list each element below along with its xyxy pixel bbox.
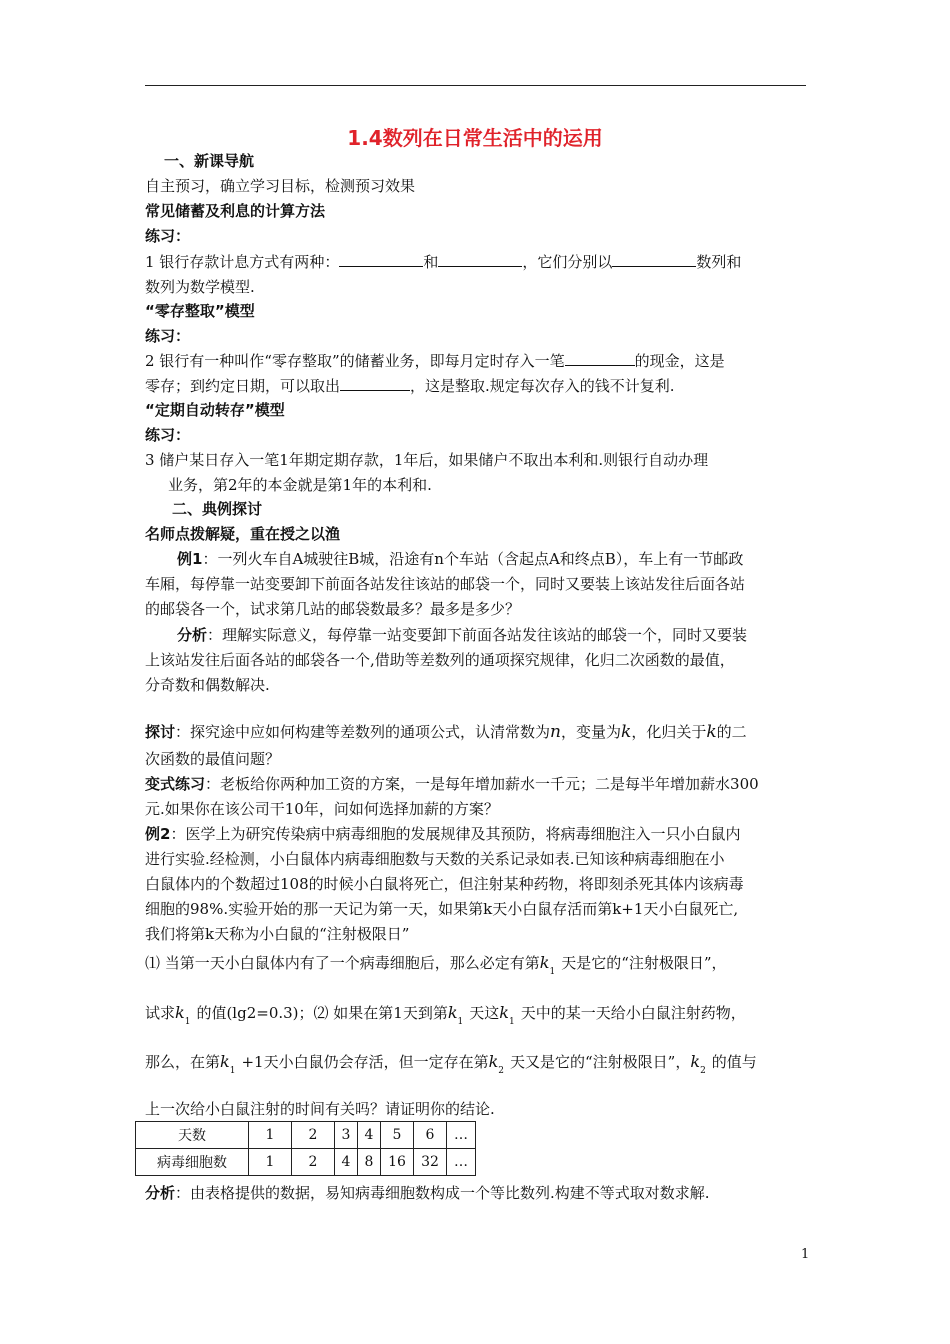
table-row: [136, 1122, 476, 1149]
ex2-line3: 白鼠体内的个数超过108的时候小白鼠将死亡，但注射某种药物，将即刻杀死其体内该病毒: [145, 875, 744, 893]
table-cell: 1: [249, 1122, 292, 1149]
ex2-line4: 细胞的98%.实验开始的那一天记为第一天，如果第k天小白鼠存活而第k+1天小白鼠死亡,: [145, 900, 739, 918]
q3-line1: 3 储户某日存入一笔1年期定期存款，1年后，如果储户不取出本利和.则银行自动办理: [145, 451, 709, 469]
ex2-part2: 试求$k_1$的值(lg2=0.3)；⑵ 如果在第1天到第$k_1$天这$k_1$天中的某一天给小白鼠注射药物，: [145, 1003, 746, 1028]
ex2-line2: 进行实验.经检测，小白鼠体内病毒细胞数与天数的关系记录如表.已知该种病毒细胞在小: [145, 850, 725, 868]
k1-symbol: $k_1$: [447, 1003, 464, 1028]
q1-blank-2[interactable]: [438, 252, 522, 267]
ex2-part4: 上一次给小白鼠注射的时间有关吗？请证明你的结论.: [145, 1100, 495, 1118]
table-cell: …: [447, 1122, 476, 1149]
k2-symbol: $k_2$: [488, 1052, 505, 1077]
ex1-line2: 车厢，每停靠一站变要卸下前面各站发往该站的邮袋一个，同时又要装上该站发往后面各站: [145, 575, 746, 593]
ex1-analysis-line2: 上该站发往后面各站的邮袋各一个,借助等差数列的通项探究规律，化归二次函数的最值，: [145, 651, 735, 669]
ex2-line1: 例2：医学上为研究传染病中病毒细胞的发展规律及其预防，将病毒细胞注入一只小白鼠内: [145, 825, 741, 843]
variant-line1: 变式练习：老板给你两种加工资的方案，一是每年增加薪水一千元；二是每半年增加薪水300: [145, 775, 759, 793]
k1-symbol: $k_1$: [499, 1003, 515, 1028]
ex2-part1: ⑴ 当第一天小白鼠体内有了一个病毒细胞后，那么必定有第$k_1$天是它的“注射极限日”，: [145, 953, 727, 978]
k1-symbol: $k_1$: [220, 1052, 236, 1077]
k2-symbol: $k_2$: [690, 1052, 706, 1077]
q1-line2: 数列为数学模型.: [145, 278, 255, 296]
section2-heading: 二、典例探讨: [172, 500, 263, 518]
table-cell: 天数: [136, 1122, 249, 1149]
q3-line2: 业务，第2年的本金就是第1年的本利和.: [168, 476, 432, 494]
practice-label-1: 练习：: [145, 227, 191, 245]
ex2-line5: 我们将第k天称为小白鼠的“注射极限日”: [145, 925, 410, 943]
q1-blank-1[interactable]: [339, 252, 423, 267]
final-analysis: 分析：由表格提供的数据，易知病毒细胞数构成一个等比数列.构建不等式取对数求解.: [145, 1184, 710, 1202]
section1-intro: 自主预习，确立学习目标，检测预习效果: [145, 177, 416, 195]
ex1-analysis-line3: 分奇数和偶数解决.: [145, 676, 270, 694]
table-cell: …: [447, 1149, 476, 1176]
section1-heading: 一、新课导航: [164, 152, 255, 170]
section2-sub: 名师点拨解疑，重在授之以渔: [145, 525, 341, 543]
discuss-line2: 次函数的最值问题？: [145, 750, 281, 768]
practice-label-2: 练习：: [145, 327, 191, 345]
table-cell: 1: [249, 1149, 292, 1176]
page-number: 1: [801, 1247, 810, 1262]
q1-blank-3[interactable]: [612, 252, 696, 267]
table-cell: 16: [381, 1149, 414, 1176]
table-cell: 4: [358, 1122, 381, 1149]
model1-heading: “零存整取”模型: [145, 302, 255, 320]
q2-line2: 零存；到约定日期，可以取出 ，这是整取.规定每次存入的钱不计复利.: [145, 377, 675, 395]
q2-line1: 2 银行有一种叫作“零存整取”的储蓄业务，即每月定时存入一笔 的现金，这是: [145, 352, 725, 370]
page-title: 1.4数列在日常生活中的运用: [347, 126, 603, 150]
discuss-line1: 探讨：探究途中应如何构建等差数列的通项公式，认清常数为n，变量为k，化归关于k的二: [145, 722, 747, 742]
table-cell: 4: [335, 1149, 358, 1176]
ex1-analysis-line1: 分析：理解实际意义，每停靠一站变要卸下前面各站发往该站的邮袋一个，同时又要装: [177, 626, 748, 644]
table-cell: 6: [414, 1122, 447, 1149]
header-rule: [145, 85, 806, 86]
table-cell: 病毒细胞数: [136, 1149, 249, 1176]
section1-sub: 常见储蓄及利息的计算方法: [145, 202, 326, 220]
table-row: [136, 1149, 476, 1176]
ex2-part3: 那么，在第$k_1+1$天小白鼠仍会存活，但一定存在第$k_2$天又是它的“注射极限日”，$k_2$的值与: [145, 1052, 757, 1077]
table-cell: 2: [292, 1149, 335, 1176]
q2-blank-1[interactable]: [565, 351, 635, 366]
table-cell: 8: [358, 1149, 381, 1176]
table-cell: 2: [292, 1122, 335, 1149]
table-cell: 5: [381, 1122, 414, 1149]
variant-line2: 元.如果你在该公司干10年，问如何选择加薪的方案？: [145, 800, 499, 818]
virus-table: [135, 1121, 476, 1176]
q2-blank-2[interactable]: [340, 376, 410, 391]
table-cell: 32: [414, 1149, 447, 1176]
k1-symbol: $k_1$: [539, 953, 556, 978]
table-cell: 3: [335, 1122, 358, 1149]
q1-line1: 1 银行存款计息方式有两种： 和 ，它们分别以 数列和: [145, 253, 742, 271]
ex1-line3: 的邮袋各一个，试求第几站的邮袋数最多？最多是多少？: [145, 600, 521, 618]
ex1-line1: 例1：一列火车自A城驶往B城，沿途有n个车站（含起点A和终点B），车上有一节邮政: [177, 550, 744, 568]
practice-label-3: 练习：: [145, 426, 191, 444]
k1-symbol: $k_1$: [175, 1003, 191, 1028]
model2-heading: “定期自动转存”模型: [145, 401, 285, 419]
